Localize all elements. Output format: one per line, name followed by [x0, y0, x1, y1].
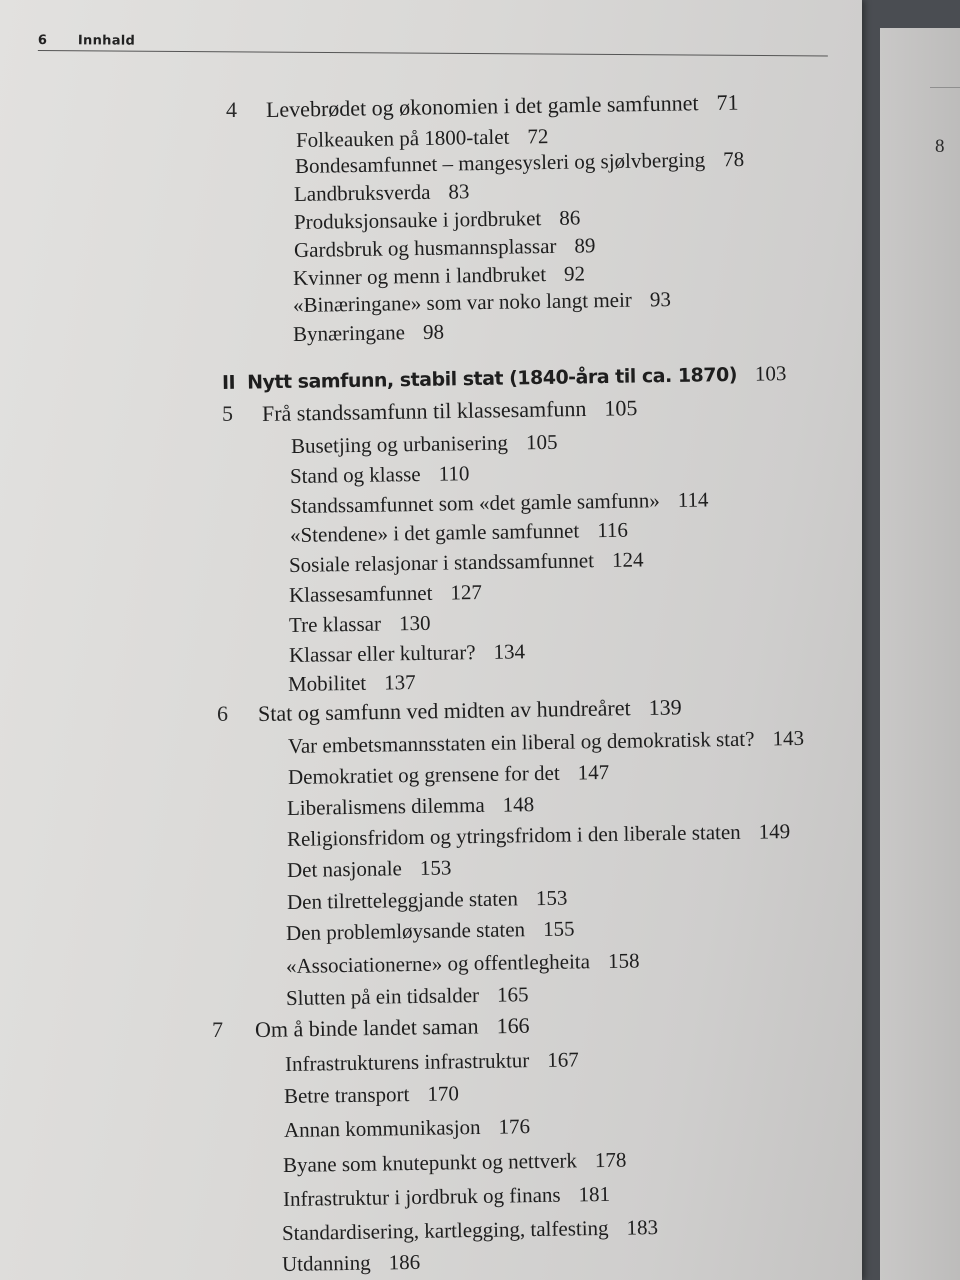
section-entry — [282, 1214, 658, 1246]
section-page: 155 — [542, 916, 575, 941]
section-page: 110 — [438, 461, 470, 486]
section-page: 86 — [559, 205, 581, 230]
section-title: Den tilretteleggjande staten — [286, 886, 519, 914]
section-page: 78 — [722, 146, 745, 172]
section-entry — [289, 638, 525, 668]
part-numeral: II — [221, 371, 236, 394]
section-entry — [288, 669, 416, 697]
section-title: Religionsfridom og ytringsfridom i den liberale staten — [286, 819, 741, 851]
facing-page-rule — [930, 87, 960, 88]
section-entry — [294, 232, 596, 263]
section-title: Standssamfunnet som «det gamle samfunn» — [289, 488, 660, 518]
section-page: 98 — [422, 319, 445, 344]
section-entry — [289, 546, 644, 578]
chapter-title: Frå standssamfunn til klassesamfunn — [261, 395, 587, 426]
section-title: Klassar eller kulturar? — [288, 640, 476, 667]
section-entry — [288, 725, 804, 759]
section-title: Klassesamfunnet — [288, 580, 433, 607]
chapter-number: 6 — [217, 701, 228, 726]
section-entry — [286, 981, 529, 1011]
section-page: 147 — [577, 759, 610, 785]
chapter-number: 5 — [222, 401, 233, 426]
chapter-entry — [266, 90, 739, 123]
section-page: 181 — [578, 1181, 611, 1207]
section-page: 165 — [496, 982, 529, 1007]
section-page: 153 — [535, 885, 568, 911]
section-entry — [284, 1080, 459, 1109]
chapter-page: 105 — [604, 395, 638, 421]
section-page: 116 — [597, 517, 629, 543]
section-entry — [286, 947, 640, 979]
section-entry — [287, 885, 568, 915]
running-title: Innhald — [77, 33, 136, 49]
chapter-page: 71 — [716, 89, 739, 115]
part-page: 103 — [754, 361, 787, 386]
section-title: Tre klassar — [288, 611, 382, 637]
section-page: 143 — [772, 725, 805, 751]
section-page: 178 — [594, 1147, 627, 1173]
chapter-page: 139 — [648, 694, 682, 720]
section-page: 114 — [677, 487, 709, 512]
section-page: 176 — [498, 1114, 531, 1139]
section-title: Byane som knutepunkt og nettverk — [282, 1148, 578, 1177]
section-page: 183 — [626, 1215, 659, 1240]
section-title: Betre transport — [283, 1082, 410, 1108]
section-title: Liberalismens dilemma — [286, 792, 485, 820]
part-title: Nytt samfunn, stabil stat (1840-åra til ca. 1870) — [246, 363, 738, 394]
header-rule — [38, 50, 828, 57]
chapter-title: Levebrødet og økonomien i det gamle samfunnet — [265, 90, 699, 122]
chapter-number: 7 — [212, 1017, 223, 1042]
section-entry — [290, 460, 470, 489]
section-page: 137 — [383, 669, 416, 695]
section-title: Utdanning — [281, 1250, 371, 1276]
section-title: Infrastrukturens infrastruktur — [284, 1048, 530, 1076]
section-page: 148 — [502, 792, 535, 817]
facing-page — [880, 28, 960, 1280]
section-page: 153 — [419, 855, 452, 880]
section-entry — [286, 915, 575, 946]
running-header — [38, 30, 828, 58]
section-title: Bondesamfunnet – mangesysleri og sjølvberging — [294, 147, 706, 178]
section-title: «Stendene» i det gamle samfunnet — [289, 518, 580, 547]
section-page: 72 — [527, 124, 549, 149]
section-page: 92 — [563, 261, 586, 286]
section-entry — [293, 319, 444, 347]
section-title: Demokratiet og grensene for det — [287, 760, 560, 789]
section-title: «Associationerne» og offentlegheita — [285, 949, 591, 978]
section-page: 170 — [427, 1081, 460, 1106]
section-page: 134 — [493, 639, 526, 664]
part-entry — [222, 360, 787, 396]
section-title: Annan kommunikasjon — [283, 1114, 481, 1142]
page-number: 6 — [37, 32, 48, 49]
section-page: 158 — [607, 948, 640, 973]
chapter-page: 166 — [496, 1012, 530, 1039]
section-entry — [282, 1249, 421, 1277]
section-entry — [287, 854, 452, 883]
section-page: 83 — [448, 179, 470, 204]
section-title: Gardsbruk og husmannsplassar — [293, 233, 557, 262]
section-page: 167 — [547, 1047, 579, 1072]
section-title: Infrastruktur i jordbruk og finans — [282, 1182, 561, 1211]
section-entry — [283, 1181, 610, 1212]
chapter-entry — [255, 1013, 530, 1043]
section-title: Slutten på ein tidsalder — [285, 982, 480, 1010]
chapter-entry — [262, 395, 638, 427]
section-page: 89 — [574, 233, 596, 258]
section-title: Sosiale relasjonar i standssamfunnet — [288, 548, 595, 577]
section-entry — [285, 1046, 579, 1077]
section-page: 124 — [611, 547, 644, 572]
section-entry — [290, 486, 709, 519]
section-entry — [293, 286, 671, 318]
section-title: Mobilitet — [287, 670, 367, 696]
section-title: Busetjing og urbanisering — [290, 430, 509, 458]
section-entry — [288, 759, 610, 790]
section-title: Produksjonsauke i jordbruket — [293, 206, 542, 234]
section-page: 93 — [649, 287, 672, 312]
section-title: Standardisering, kartlegging, talfesting — [281, 1215, 609, 1245]
section-entry — [283, 1147, 627, 1178]
section-entry — [290, 517, 628, 548]
section-title: Det nasjonale — [286, 856, 403, 882]
section-entry — [296, 123, 549, 153]
chapter-number: 4 — [226, 97, 237, 122]
section-entry — [294, 205, 581, 235]
section-page: 130 — [398, 610, 431, 636]
chapter-title: Om å binde landet saman — [254, 1013, 479, 1042]
section-entry — [294, 178, 470, 207]
chapter-title: Stat og samfunn ved midten av hundreåret — [257, 695, 631, 726]
section-title: Folkeauken på 1800-talet — [295, 124, 510, 152]
section-entry — [293, 260, 585, 291]
section-entry — [284, 1113, 530, 1143]
section-page: 149 — [758, 819, 791, 844]
section-title: Den problemløysande staten — [285, 917, 526, 945]
section-entry — [289, 610, 431, 638]
section-entry — [287, 791, 535, 821]
section-page: 105 — [525, 429, 558, 455]
section-title: Kvinner og menn i landbruket — [292, 262, 547, 290]
section-title: Var embetsmannsstaten ein liberal og demokratisk stat? — [287, 726, 755, 758]
section-page: 186 — [388, 1249, 421, 1275]
section-title: Bynæringane — [292, 320, 406, 346]
facing-page-number: 8 — [935, 136, 945, 157]
section-entry — [289, 579, 482, 608]
section-page: 127 — [450, 579, 483, 605]
section-entry — [291, 429, 558, 459]
section-title: Stand og klasse — [289, 461, 421, 488]
section-title: Landbruksverda — [293, 179, 431, 206]
section-entry — [287, 818, 791, 852]
chapter-entry — [258, 694, 682, 727]
section-title: «Binæringane» som var noko langt meir — [292, 287, 633, 317]
